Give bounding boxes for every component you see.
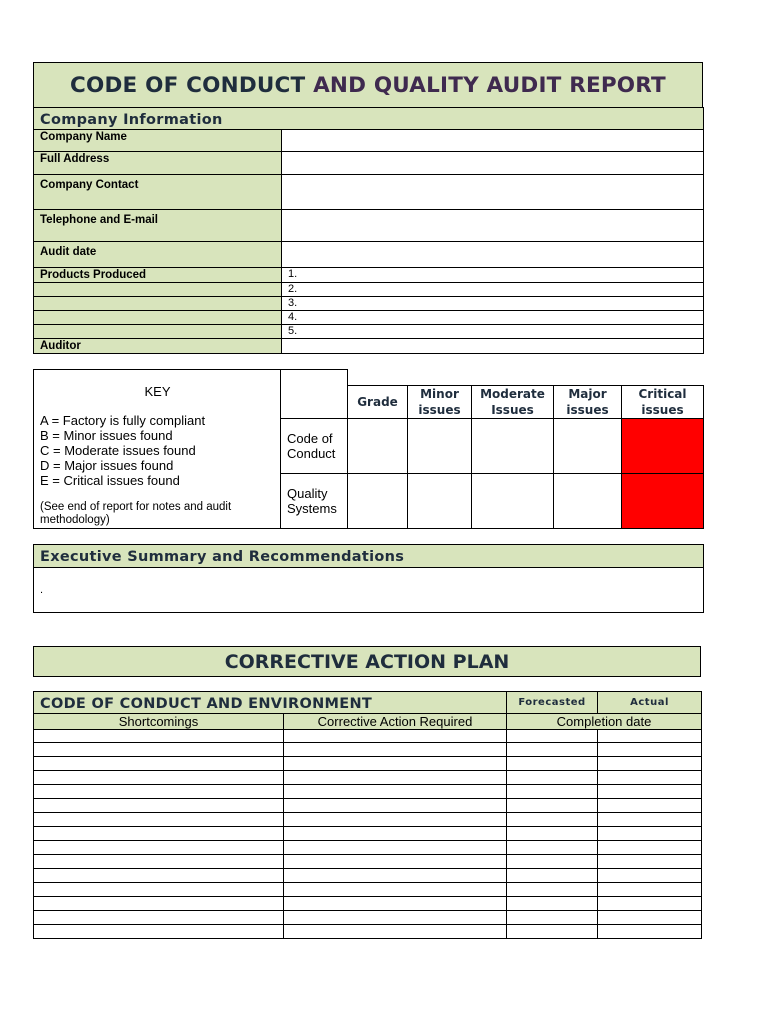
coc-major-cell[interactable] <box>554 419 622 474</box>
title-part2: AND QUALITY AUDIT REPORT <box>313 72 666 98</box>
qs-moderate-cell[interactable] <box>472 474 554 529</box>
executive-summary <box>33 544 704 613</box>
field-label-auditor: Auditor <box>34 339 282 354</box>
key-legend <box>33 369 281 529</box>
company-info-table <box>33 107 704 354</box>
key-line-a: A = Factory is fully compliant <box>40 413 206 428</box>
executive-summary-header: Executive Summary and Recommendations <box>34 545 704 568</box>
title-part1: CODE OF CONDUCT <box>70 72 306 98</box>
qs-major-cell[interactable] <box>554 474 622 529</box>
table-row[interactable] <box>34 869 284 883</box>
shortcomings-header: Shortcomings <box>34 714 284 730</box>
major-issues-header: Major issues <box>554 386 622 419</box>
table-row[interactable] <box>34 911 284 925</box>
qs-minor-cell[interactable] <box>408 474 472 529</box>
table-row[interactable] <box>34 855 284 869</box>
minor-issues-header: Minor issues <box>408 386 472 419</box>
coc-critical-cell[interactable] <box>622 419 704 474</box>
table-row[interactable] <box>34 827 284 841</box>
full-address-value[interactable] <box>282 152 704 175</box>
coc-grade-cell[interactable] <box>348 419 408 474</box>
report-title <box>33 62 703 108</box>
company-name-value[interactable] <box>282 130 704 152</box>
moderate-issues-header: Moderate Issues <box>472 386 554 419</box>
table-row[interactable] <box>34 813 284 827</box>
key-line-e: E = Critical issues found <box>40 473 180 488</box>
row-label-quality-systems: Quality Systems <box>281 474 348 529</box>
grade-table <box>280 369 704 529</box>
table-row[interactable] <box>34 925 284 939</box>
table-row[interactable] <box>34 771 284 785</box>
corrective-action-table <box>33 691 702 939</box>
coc-moderate-cell[interactable] <box>472 419 554 474</box>
coc-minor-cell[interactable] <box>408 419 472 474</box>
company-contact-value[interactable] <box>282 175 704 210</box>
field-label-company-name: Company Name <box>34 130 282 152</box>
critical-issues-header: Critical issues <box>622 386 704 419</box>
qs-grade-cell[interactable] <box>348 474 408 529</box>
product-3[interactable]: 3. <box>282 297 704 311</box>
field-label-products-produced: Products Produced <box>34 268 282 283</box>
auditor-value[interactable] <box>282 339 704 354</box>
executive-summary-body[interactable]: . <box>34 568 704 613</box>
key-lines <box>40 413 205 488</box>
key-line-c: C = Moderate issues found <box>40 443 196 458</box>
audit-date-value[interactable] <box>282 242 704 268</box>
product-2[interactable]: 2. <box>282 283 704 297</box>
field-label-full-address: Full Address <box>34 152 282 175</box>
key-line-d: D = Major issues found <box>40 458 174 473</box>
table-row[interactable] <box>34 757 284 771</box>
key-title: KEY <box>144 384 171 399</box>
actual-header: Actual <box>598 692 702 714</box>
grade-header: Grade <box>348 386 408 419</box>
field-label-telephone-email: Telephone and E-mail <box>34 210 282 242</box>
corrective-action-header: Corrective Action Required <box>284 714 507 730</box>
cap-title-text: CORRECTIVE ACTION PLAN <box>224 650 510 673</box>
table-row[interactable] <box>34 799 284 813</box>
row-label-code-of-conduct: Code of Conduct <box>281 419 348 474</box>
company-info-header: Company Information <box>34 108 704 130</box>
table-row[interactable] <box>34 897 284 911</box>
product-4[interactable]: 4. <box>282 311 704 325</box>
field-label-audit-date: Audit date <box>34 242 282 268</box>
table-row[interactable] <box>34 883 284 897</box>
completion-date-header: Completion date <box>507 714 702 730</box>
qs-critical-cell[interactable] <box>622 474 704 529</box>
telephone-email-value[interactable] <box>282 210 704 242</box>
cap-section-header: CODE OF CONDUCT AND ENVIRONMENT <box>34 692 507 714</box>
product-1[interactable]: 1. <box>282 268 704 283</box>
corrective-action-plan-title <box>33 646 701 677</box>
key-line-b: B = Minor issues found <box>40 428 173 443</box>
product-5[interactable]: 5. <box>282 325 704 339</box>
forecasted-header: Forecasted <box>507 692 598 714</box>
table-row[interactable] <box>34 743 284 757</box>
table-row[interactable] <box>34 785 284 799</box>
table-row[interactable] <box>34 730 284 743</box>
table-row[interactable] <box>34 841 284 855</box>
field-label-company-contact: Company Contact <box>34 175 282 210</box>
key-note: (See end of report for notes and audit methodology) <box>40 501 232 526</box>
